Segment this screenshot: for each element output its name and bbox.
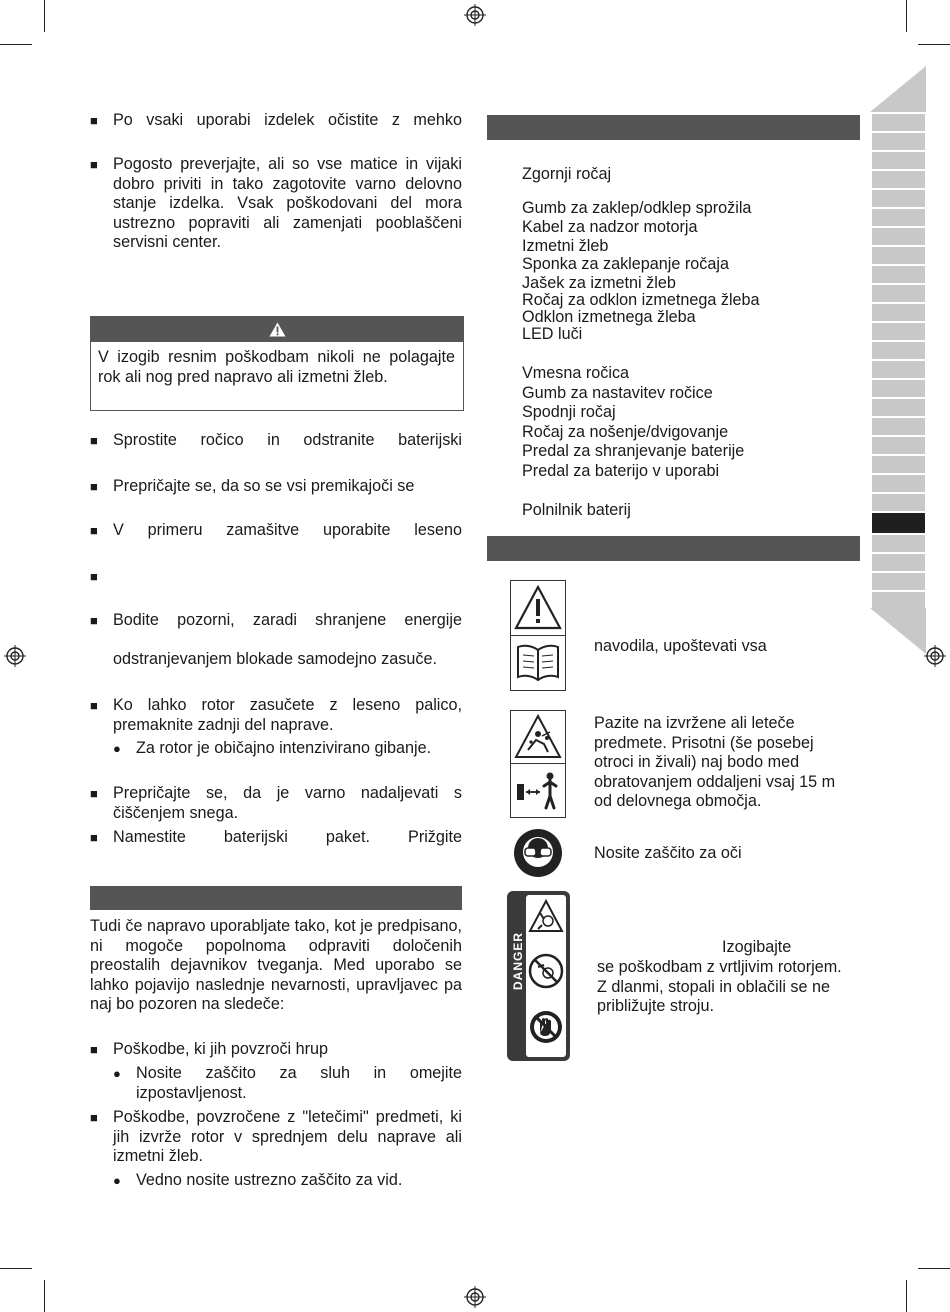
rotor-instruction: Ko lahko rotor zasučete z leseno palico, premaknite zadnji del naprave. bbox=[113, 696, 462, 734]
part-item: Izmetni žleb bbox=[522, 237, 609, 255]
read-manual-text: navodila, upoštevati vsa bbox=[594, 637, 767, 655]
part-item: Predal za baterijo v uporabi bbox=[522, 462, 720, 480]
part-item: Ročaj za odklon izmetnega žleba bbox=[522, 291, 760, 309]
read-manual-symbol bbox=[510, 580, 566, 691]
crop-mark bbox=[0, 1268, 32, 1269]
part-item: Gumb za zaklep/odklep sprožila bbox=[522, 199, 752, 217]
warning-box bbox=[90, 316, 464, 411]
crop-mark bbox=[918, 1268, 950, 1269]
rotor-hazard-icon bbox=[528, 899, 564, 935]
thrown-objects-icon bbox=[514, 714, 562, 760]
symbols-header-bar bbox=[487, 536, 860, 561]
moving-parts-instruction: Prepričajte se, da so se vsi premikajoči se bbox=[113, 477, 415, 495]
crop-mark bbox=[44, 0, 45, 32]
keep-distance-icon bbox=[514, 768, 562, 812]
part-item: Sponka za zaklepanje ročaja bbox=[522, 255, 729, 273]
part-item: LED luči bbox=[522, 325, 583, 343]
flying-objects-risk-sub: Vedno nosite ustrezno zaščito za vid. bbox=[136, 1171, 403, 1189]
eye-protection-icon bbox=[513, 828, 563, 878]
rotor-sub-instruction: Za rotor je običajno intenzivirano gibanje. bbox=[136, 739, 432, 757]
warning-text: V izogib resnim poškodbam nikoli ne polagajte rok ali nog pred napravo ali izmetni žleb. bbox=[98, 348, 455, 386]
crop-mark bbox=[44, 1280, 45, 1312]
crop-mark bbox=[918, 44, 950, 45]
stored-energy-continuation: odstranjevanjem blokade samodejno zasuče. bbox=[113, 650, 437, 668]
residual-risks-header-bar bbox=[90, 886, 462, 910]
warning-triangle-icon bbox=[514, 585, 562, 630]
thrown-objects-text: Pazite na izvržene ali leteče predmete. Prisotni (še posebej otroci in živali) naj bodo med obratovanjem oddaljeni vsaj 15 m od delovnega območja. bbox=[594, 714, 836, 810]
parts-header-bar bbox=[487, 115, 860, 140]
bullet-icon: ■ bbox=[90, 613, 98, 628]
bullet-icon: ■ bbox=[90, 786, 98, 801]
check-nuts-instruction: Pogosto preverjajte, ali so vse matice in vijaki dobro priviti in tako zagotovite varno delovno stanje izdelka. Vsak poškodovani del mora ustrezno popraviti ali zamenjati pooblaščeni servisni center. bbox=[113, 155, 462, 251]
part-item: Polnilnik baterij bbox=[522, 501, 631, 519]
danger-text: se poškodbam z vrtljivim rotorjem. Z dlanmi, stopali in oblačili se ne približujte stroju. bbox=[597, 958, 842, 1015]
part-item: Odklon izmetnega žleba bbox=[522, 308, 696, 326]
part-item: Gumb za nastavitev ročice bbox=[522, 384, 713, 402]
part-item: Ročaj za nošenje/dvigovanje bbox=[522, 423, 729, 441]
part-item: Vmesna ročica bbox=[522, 364, 630, 382]
noise-risk-sub: Nosite zaščito za sluh in omejite izpostavljenost. bbox=[136, 1064, 462, 1102]
bullet-icon: ■ bbox=[90, 479, 98, 494]
registration-mark-icon bbox=[464, 4, 486, 26]
tab-bottom-triangle bbox=[870, 608, 926, 654]
cleaning-instruction: Po vsaki uporabi izdelek očistite z mehko bbox=[113, 111, 462, 129]
book-icon bbox=[515, 642, 561, 682]
thrown-objects-symbol bbox=[510, 710, 566, 818]
danger-text-head: Izogibajte bbox=[722, 938, 792, 956]
bullet-icon: ■ bbox=[90, 157, 98, 172]
dot-icon: ● bbox=[113, 741, 121, 756]
part-item: Kabel za nadzor motorja bbox=[522, 218, 698, 236]
registration-mark-icon bbox=[464, 1286, 486, 1308]
bullet-icon: ■ bbox=[90, 433, 98, 448]
registration-mark-icon bbox=[4, 645, 26, 667]
danger-label: DANGER bbox=[511, 932, 525, 991]
registration-mark-icon bbox=[924, 645, 946, 667]
release-lever-instruction: Sprostite ročico in odstranite baterijski bbox=[113, 431, 462, 449]
part-item: Zgornji ročaj bbox=[522, 165, 612, 183]
no-hands-icon bbox=[528, 1009, 564, 1045]
bullet-icon: ■ bbox=[90, 569, 98, 584]
danger-symbol bbox=[507, 891, 570, 1061]
crop-mark bbox=[0, 44, 32, 45]
bullet-icon: ■ bbox=[90, 523, 98, 538]
clog-instruction: V primeru zamašitve uporabite leseno bbox=[113, 521, 462, 539]
safe-continue-instruction: Prepričajte se, da je varno nadaljevati s čiščenjem snega. bbox=[113, 784, 462, 822]
dot-icon: ● bbox=[113, 1066, 121, 1081]
bullet-icon: ■ bbox=[90, 1042, 98, 1057]
install-battery-instruction: Namestite baterijski paket. Prižgite bbox=[113, 828, 462, 846]
noise-risk: Poškodbe, ki jih povzroči hrup bbox=[113, 1040, 329, 1058]
flying-objects-risk: Poškodbe, povzročene z "letečimi" predmeti, ki jih izvrže rotor v sprednjem delu naprave ali izmetni žleb. bbox=[113, 1108, 462, 1165]
part-item: Predal za shranjevanje baterije bbox=[522, 442, 745, 460]
bullet-icon: ■ bbox=[90, 113, 98, 128]
residual-risks-text: Tudi če napravo uporabljate tako, kot je predpisano, ni mogoče popolnoma odpraviti določenih preostalih dejavnikov tveganja. Med uporabo se lahko pojavijo naslednje nevarnosti, upravljavec pa naj bo pozoren na sledeče: bbox=[90, 917, 462, 1013]
bullet-icon: ■ bbox=[90, 1110, 98, 1125]
dot-icon: ● bbox=[113, 1173, 121, 1188]
eye-protection-text: Nosite zaščito za oči bbox=[594, 844, 742, 862]
part-item: Spodnji ročaj bbox=[522, 403, 616, 421]
warning-triangle-icon bbox=[269, 322, 286, 337]
stored-energy-instruction: Bodite pozorni, zaradi shranjene energije bbox=[113, 611, 462, 629]
tab-top-triangle bbox=[870, 66, 926, 112]
bullet-icon: ■ bbox=[90, 698, 98, 713]
no-hands-rotor-icon bbox=[528, 953, 564, 989]
crop-mark bbox=[906, 0, 907, 32]
part-item: Jašek za izmetni žleb bbox=[522, 274, 676, 292]
bullet-icon: ■ bbox=[90, 830, 98, 845]
crop-mark bbox=[906, 1280, 907, 1312]
